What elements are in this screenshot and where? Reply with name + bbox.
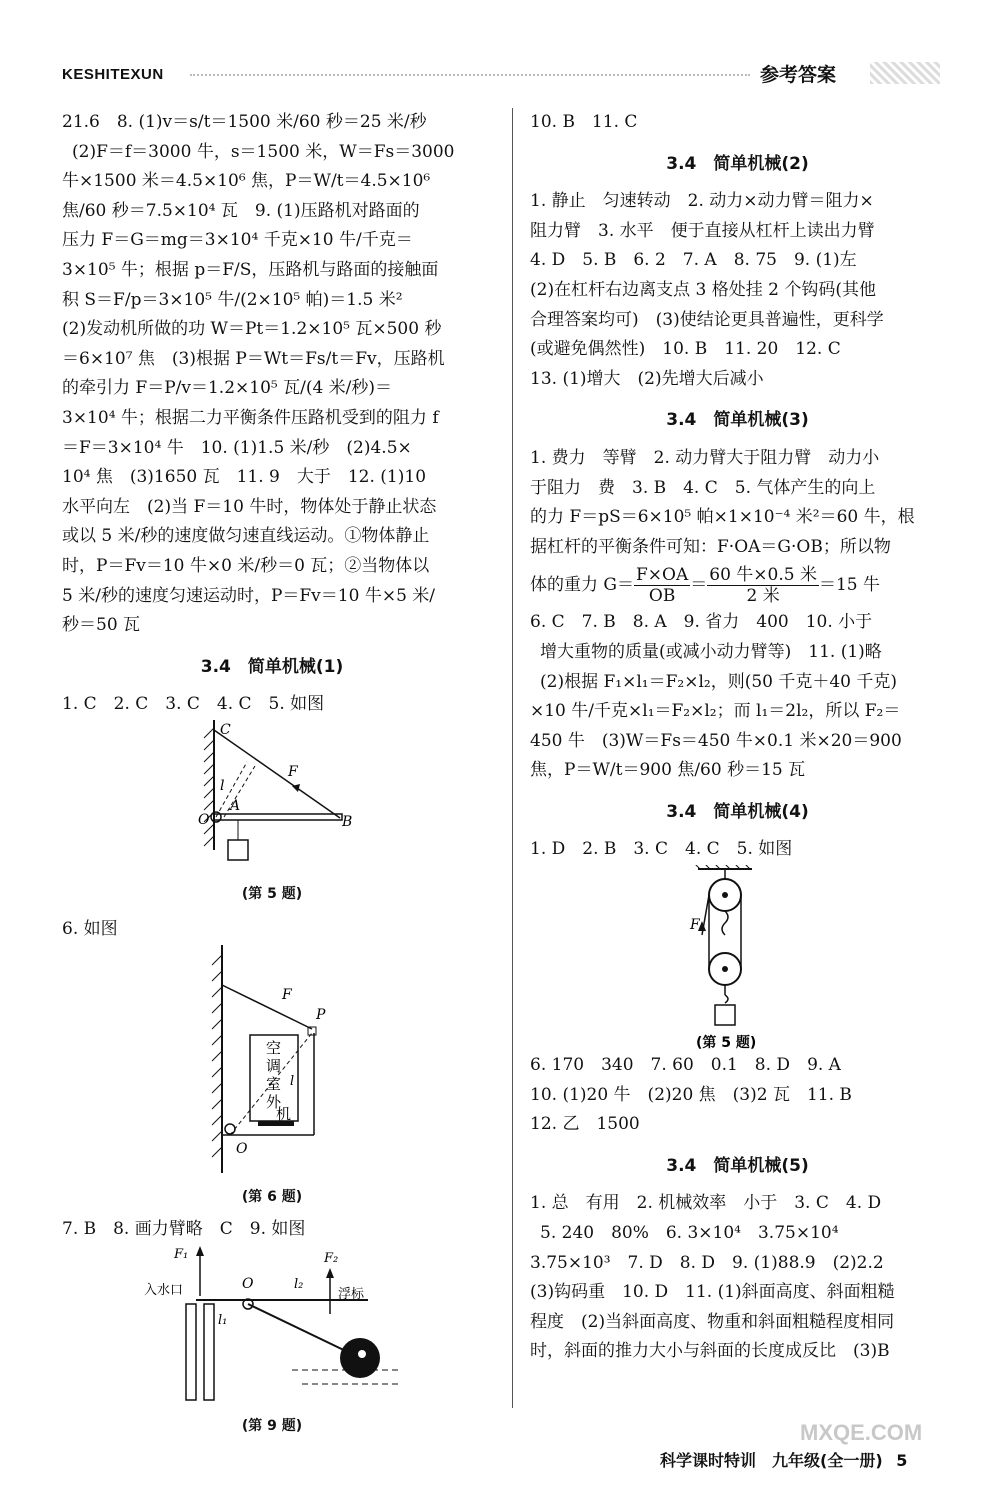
numerator: 60 牛×0.5 米 <box>709 565 817 586</box>
box-char: 机 <box>276 1105 292 1124</box>
left-column <box>62 108 482 1442</box>
label-O: O <box>198 811 210 828</box>
label-F1: F₁ <box>174 1247 189 1263</box>
section-title-3: 3.4 简单机械(3) <box>666 410 809 431</box>
formula-suffix: ＝15 牛 <box>818 575 881 596</box>
text-line: (2)根据 F₁×l₁＝F₂×l₂，则(50 千克＋40 千克) <box>540 671 898 692</box>
figure-caption-r5: (第 5 题) <box>696 1035 757 1052</box>
label-l1: l₁ <box>218 1313 228 1329</box>
text-line: ＝F＝3×10⁴ 牛 10. (1)1.5 米/秒 (2)4.5× <box>62 437 412 458</box>
header-divider <box>190 74 750 76</box>
text-line: 或以 5 米/秒的速度做匀速直线运动。①物体静止 <box>62 526 430 547</box>
label-l: l <box>220 777 225 794</box>
fraction-2 <box>707 565 819 606</box>
text-line: 合理答案均可) (3)使结论更具普遍性，更科学 <box>530 309 884 330</box>
text-line: 时，P＝Fv＝10 牛×0 米/秒＝0 瓦；②当物体以 <box>62 555 430 576</box>
footer-text: 科学课时特训 九年级(全一册) <box>660 1451 883 1470</box>
section-title-5: 3.4 简单机械(5) <box>666 1155 809 1176</box>
text-line: 的力 F＝pS＝6×10⁵ 帕×1×10⁻⁴ 米²＝60 牛，根 <box>530 507 915 528</box>
section-title-1: 3.4 简单机械(1) <box>200 656 344 677</box>
text-line: (2)在杠杆右边离支点 3 格处挂 2 个钩码(其他 <box>530 279 876 300</box>
text-line: 1. 费力 等臂 2. 动力臂大于阻力臂 动力小 <box>530 447 880 468</box>
text-line: 的牵引力 F＝P/v＝1.2×10⁵ 瓦/(4 米/秒)＝ <box>62 378 393 399</box>
denominator: 2 米 <box>746 586 780 607</box>
label-C: C <box>220 721 231 738</box>
text-line: 秒＝50 瓦 <box>62 615 141 636</box>
text-line: 6. 如图 <box>62 919 118 940</box>
lever-figure-5 <box>62 720 482 880</box>
figure-caption-6: (第 6 题) <box>241 1189 303 1206</box>
box-char: 外 <box>266 1093 282 1112</box>
section-title-4: 3.4 简单机械(4) <box>666 801 809 822</box>
text-line: 4. D 5. B 6. 2 7. A 8. 75 9. (1)左 <box>530 250 857 271</box>
text-line: 水平向左 (2)当 F＝10 牛时，物体处于静止状态 <box>62 496 437 517</box>
label-B: B <box>342 813 353 830</box>
aircon-figure-6 <box>62 945 482 1183</box>
float-valve-figure-9 <box>62 1244 482 1404</box>
pulley-figure-5 <box>530 865 945 1051</box>
text-line: 阻力臂 3. 水平 便于直接从杠杆上读出力臂 <box>530 220 875 241</box>
text-line: 5. 240 80% 6. 3×10⁴ 3.75×10⁴ <box>540 1223 839 1244</box>
text-line: 12. 乙 1500 <box>530 1114 640 1135</box>
denominator: OB <box>648 586 676 607</box>
right-column <box>530 108 945 1367</box>
text-line: (2)发动机所做的功 W＝Pt＝1.2×10⁵ 瓦×500 秒 <box>62 319 442 340</box>
text-line: 焦/60 秒＝7.5×10⁴ 瓦 9. (1)压路机对路面的 <box>62 200 420 221</box>
label-l2: l₂ <box>294 1277 304 1293</box>
text-line: 3×10⁵ 牛；根据 p＝F/S，压路机与路面的接触面 <box>62 259 439 280</box>
equals-sign: ＝ <box>690 575 708 596</box>
label-F: F <box>288 763 298 780</box>
text-line: 积 S＝F/p＝3×10⁵ 牛/(2×10⁵ 帕)＝1.5 米² <box>62 289 403 310</box>
numerator: F×OA <box>635 565 689 586</box>
page-number: 5 <box>896 1451 908 1470</box>
text-line: 1. C 2. C 3. C 4. C 5. 如图 <box>62 694 325 715</box>
text-line: 450 牛 (3)W＝Fs＝450 牛×0.1 米×20＝900 <box>530 730 902 751</box>
text-line: 10. B 11. C <box>530 112 638 132</box>
figure-caption-9: (第 9 题) <box>241 1418 303 1435</box>
text-line: 压力 F＝G＝mg＝3×10⁴ 千克×10 牛/千克＝ <box>62 230 413 251</box>
text-line: 1. 总 有用 2. 机械效率 小于 3. C 4. D <box>530 1193 882 1214</box>
box-char: 空 <box>266 1039 282 1058</box>
label-l: l <box>290 1074 295 1090</box>
fraction-1 <box>634 565 690 606</box>
box-char: 室 <box>266 1075 282 1094</box>
text-line: 程度 (2)当斜面高度、物重和斜面粗糙程度相同 <box>530 1311 895 1332</box>
column-divider <box>512 108 513 1408</box>
text-line: 7. B 8. 画力臂略 C 9. 如图 <box>62 1218 306 1239</box>
section-title-2: 3.4 简单机械(2) <box>666 153 809 174</box>
text-line: 牛×1500 米＝4.5×10⁶ 焦，P＝W/t＝4.5×10⁶ <box>62 171 431 192</box>
text-line: 1. D 2. B 3. C 4. C 5. 如图 <box>530 839 793 860</box>
label-inlet: 入水口 <box>144 1283 184 1299</box>
text-line: 21.6 8. (1)v＝s/t＝1500 米/60 秒＝25 米/秒 <box>62 112 427 132</box>
text-line: 时，斜面的推力大小与斜面的长度成反比 (3)B <box>530 1341 890 1362</box>
label-A: A <box>230 797 241 814</box>
page-footer <box>660 1448 907 1471</box>
header-brand: KESHITEXUN <box>62 66 164 83</box>
text-line: ×10 牛/千克×l₁＝F₂×l₂；而 l₁＝2l₂，所以 F₂＝ <box>530 701 901 722</box>
text-line: 13. (1)增大 (2)先增大后减小 <box>530 368 764 389</box>
text-line: 6. C 7. B 8. A 9. 省力 400 10. 小于 <box>530 612 873 633</box>
text-line: (3)钩码重 10. D 11. (1)斜面高度、斜面粗糙 <box>530 1282 895 1303</box>
label-float: 浮标 <box>338 1287 365 1303</box>
text-line: 6. 170 340 7. 60 0.1 8. D 9. A <box>530 1055 841 1076</box>
text-line: (或避免偶然性) 10. B 11. 20 12. C <box>530 339 841 360</box>
text-line: 据杠杆的平衡条件可知：F·OA＝G·OB；所以物 <box>530 536 891 557</box>
text-line: 1. 静止 匀速转动 2. 动力×动力臂＝阻力× <box>530 191 874 212</box>
label-F: F <box>282 987 292 1004</box>
label-P: P <box>316 1007 326 1024</box>
watermark: MXQE.COM <box>800 1420 923 1445</box>
label-O: O <box>236 1141 248 1158</box>
text-line: 3.75×10³ 7. D 8. D 9. (1)88.9 (2)2.2 <box>530 1252 884 1273</box>
text-line: 3×10⁴ 牛；根据二力平衡条件压路机受到的阻力 f <box>62 407 439 428</box>
label-F: F <box>690 917 700 934</box>
formula-prefix: 体的重力 G＝ <box>530 575 634 596</box>
text-line: 增大重物的质量(或减小动力臂等) 11. (1)略 <box>540 641 882 662</box>
answers-para1 <box>62 108 482 641</box>
text-line: 于阻力 费 3. B 4. C 5. 气体产生的向上 <box>530 477 876 498</box>
header-decoration <box>870 62 940 84</box>
text-line: 焦，P＝W/t＝900 焦/60 秒＝15 瓦 <box>530 760 806 781</box>
text-line: (2)F＝f＝3000 牛，s＝1500 米，W＝Fs＝3000 <box>72 141 455 162</box>
text-line: 5 米/秒的速度匀速运动时，P＝Fv＝10 牛×5 米/ <box>62 585 436 606</box>
formula-line <box>530 562 945 608</box>
label-O: O <box>242 1276 254 1293</box>
text-line: 10. (1)20 牛 (2)20 焦 (3)2 瓦 11. B <box>530 1084 852 1105</box>
box-char: 调 <box>266 1057 282 1076</box>
figure-caption-5: (第 5 题) <box>241 885 303 902</box>
text-line: 10⁴ 焦 (3)1650 瓦 11. 9 大于 12. (1)10 <box>62 467 427 488</box>
label-F2: F₂ <box>324 1251 339 1267</box>
text-line: ＝6×10⁷ 焦 (3)根据 P＝Wt＝Fs/t＝Fv，压路机 <box>62 348 445 369</box>
header-title: 参考答案 <box>760 64 837 86</box>
